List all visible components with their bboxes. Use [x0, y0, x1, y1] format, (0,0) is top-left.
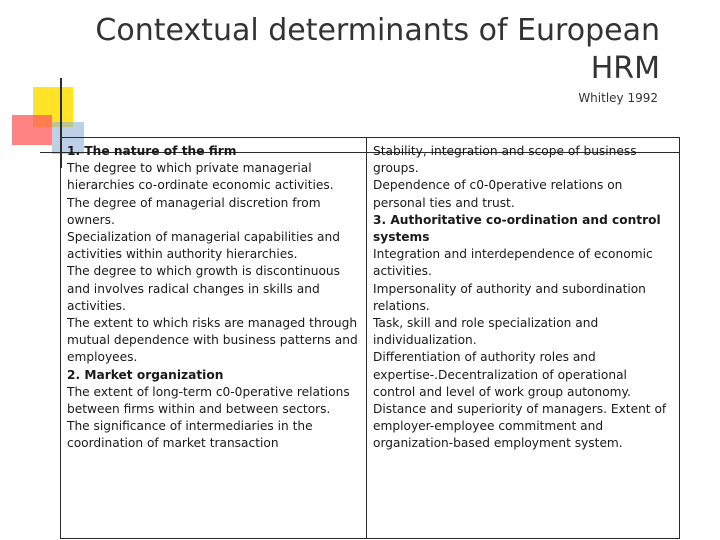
- list-item: The degree to which private managerial hierarchies co-ordinate economic activities.: [67, 161, 334, 193]
- section-heading: 1. The nature of the firm: [67, 144, 237, 158]
- list-item: Dependence of c0-0perative relations on personal ties and trust.: [373, 178, 623, 210]
- list-item: Impersonality of authority and subordination relations.: [373, 281, 646, 313]
- slide-source: Whitley 1992: [578, 91, 658, 105]
- list-item: Integration and interdependence of economic activities.: [373, 247, 653, 279]
- list-item: The degree of managerial discretion from owners.: [67, 195, 321, 227]
- list-item: Differentiation of authority roles and expertise-.Decentralization of operational control and level of work group autonomy.: [373, 350, 631, 399]
- decorative-red-square: [12, 115, 52, 145]
- right-column: [367, 138, 679, 538]
- list-item: The significance of intermediaries in the coordination of market transaction: [67, 419, 313, 451]
- determinants-table: [60, 137, 680, 539]
- list-item: Specialization of managerial capabilities and activities within authority hierarchies.: [67, 230, 340, 262]
- left-column: [61, 138, 367, 538]
- section-heading: 3. Authoritative co-ordination and control systems: [373, 212, 661, 245]
- slide-title: Contextual determinants of European HRM: [95, 13, 660, 86]
- section-heading: 2. Market organization: [67, 367, 224, 382]
- list-item: Distance and superiority of managers. Extent of employer-employee commitment and organization-based employment system.: [373, 402, 667, 451]
- list-item: Stability, integration and scope of business groups.: [373, 144, 637, 176]
- list-item: Task, skill and role specialization and individualization.: [373, 316, 599, 348]
- list-item: The extent of long-term c0-0perative relations between firms within and between sectors.: [67, 384, 350, 417]
- list-item: The extent to which risks are managed through mutual dependence with business patterns and employees.: [67, 316, 358, 365]
- list-item: The degree to which growth is discontinuous and involves radical changes in skills and activities.: [67, 264, 340, 313]
